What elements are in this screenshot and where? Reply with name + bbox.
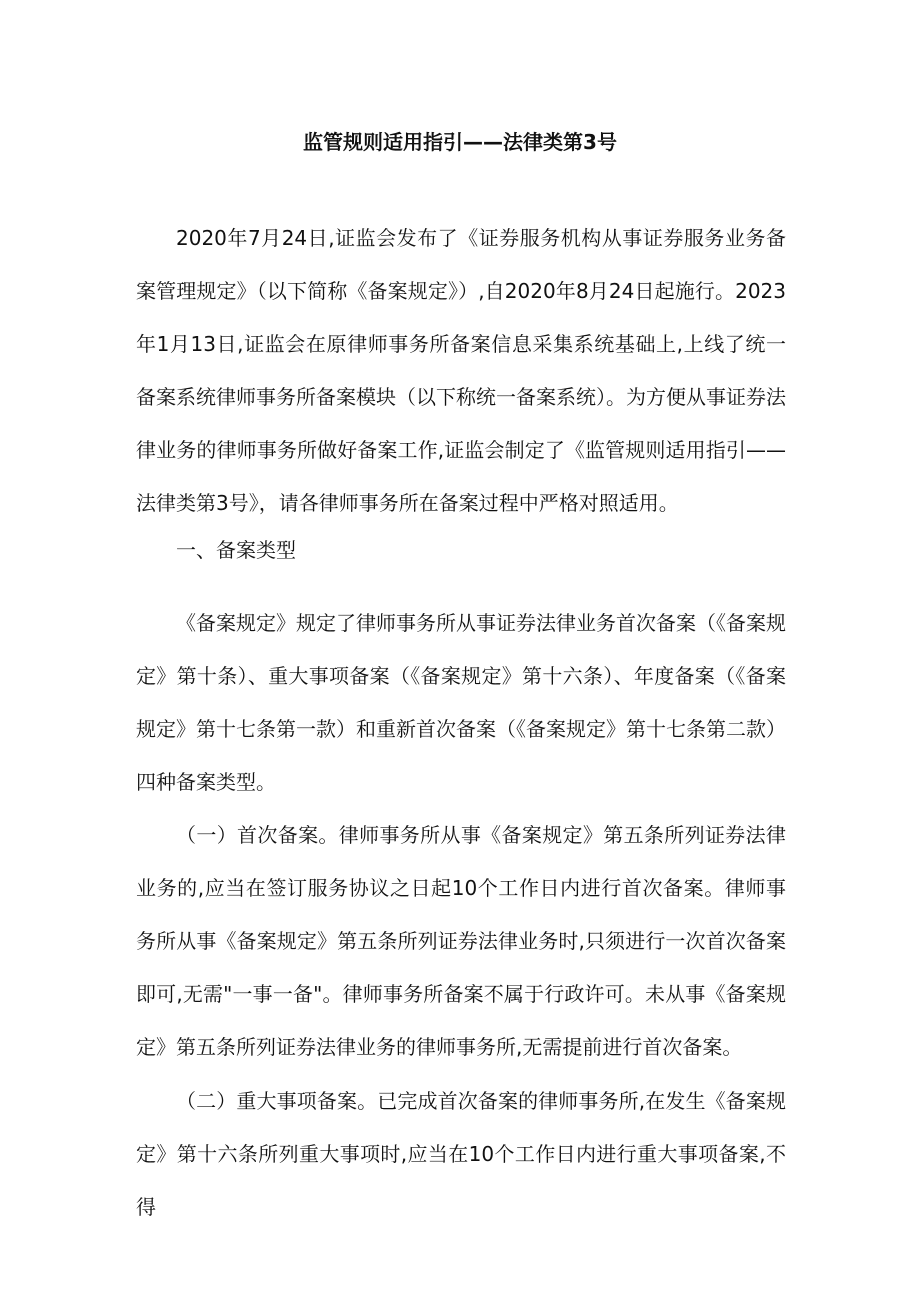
paragraph-major-matters-filing: （二）重大事项备案。已完成首次备案的律师事务所,在发生《备案规定》第十六条所列重大事项时,应当在10个工作日内进行重大事项备案,不得	[136, 1089, 786, 1219]
paragraph-filing-types: 《备案规定》规定了律师事务所从事证券法律业务首次备案（《备案规定》第十条）、重大事项备案（《备案规定》第十六条）、年度备案（《备案规定》第十七条第一款）和重新首次备案（《备案规定》第十七条第二款）四种备案类型。	[136, 611, 786, 794]
section-heading-filing-types: 一、备案类型	[176, 538, 296, 562]
paragraph-initial-filing: （一）首次备案。律师事务所从事《备案规定》第五条所列证券法律业务的,应当在签订服务协议之日起10个工作日内进行首次备案。律师事务所从事《备案规定》第五条所列证券法律业务时,只须进行一次首次备案即可,无需"一事一备"。律师事务所备案不属于行政许可。未从事《备案规定》第五条所列证券法律业务的律师事务所,无需提前进行首次备案。	[136, 823, 786, 1059]
paragraph-intro: 2020年7月24日,证监会发布了《证券服务机构从事证券服务业务备案管理规定》（以下简称《备案规定》）,自2020年8月24日起施行。2023年1月13日,证监会在原律师事务所备案信息采集系统基础上,上线了统一备案系统律师事务所备案模块（以下称统一备案系统）。为方便从事证券法律业务的律师事务所做好备案工作,证监会制定了《监管规则适用指引——法律类第3号》，请各律师事务所在备案过程中严格对照适用。	[136, 226, 786, 515]
document-title: 监管规则适用指引——法律类第3号	[303, 130, 617, 154]
